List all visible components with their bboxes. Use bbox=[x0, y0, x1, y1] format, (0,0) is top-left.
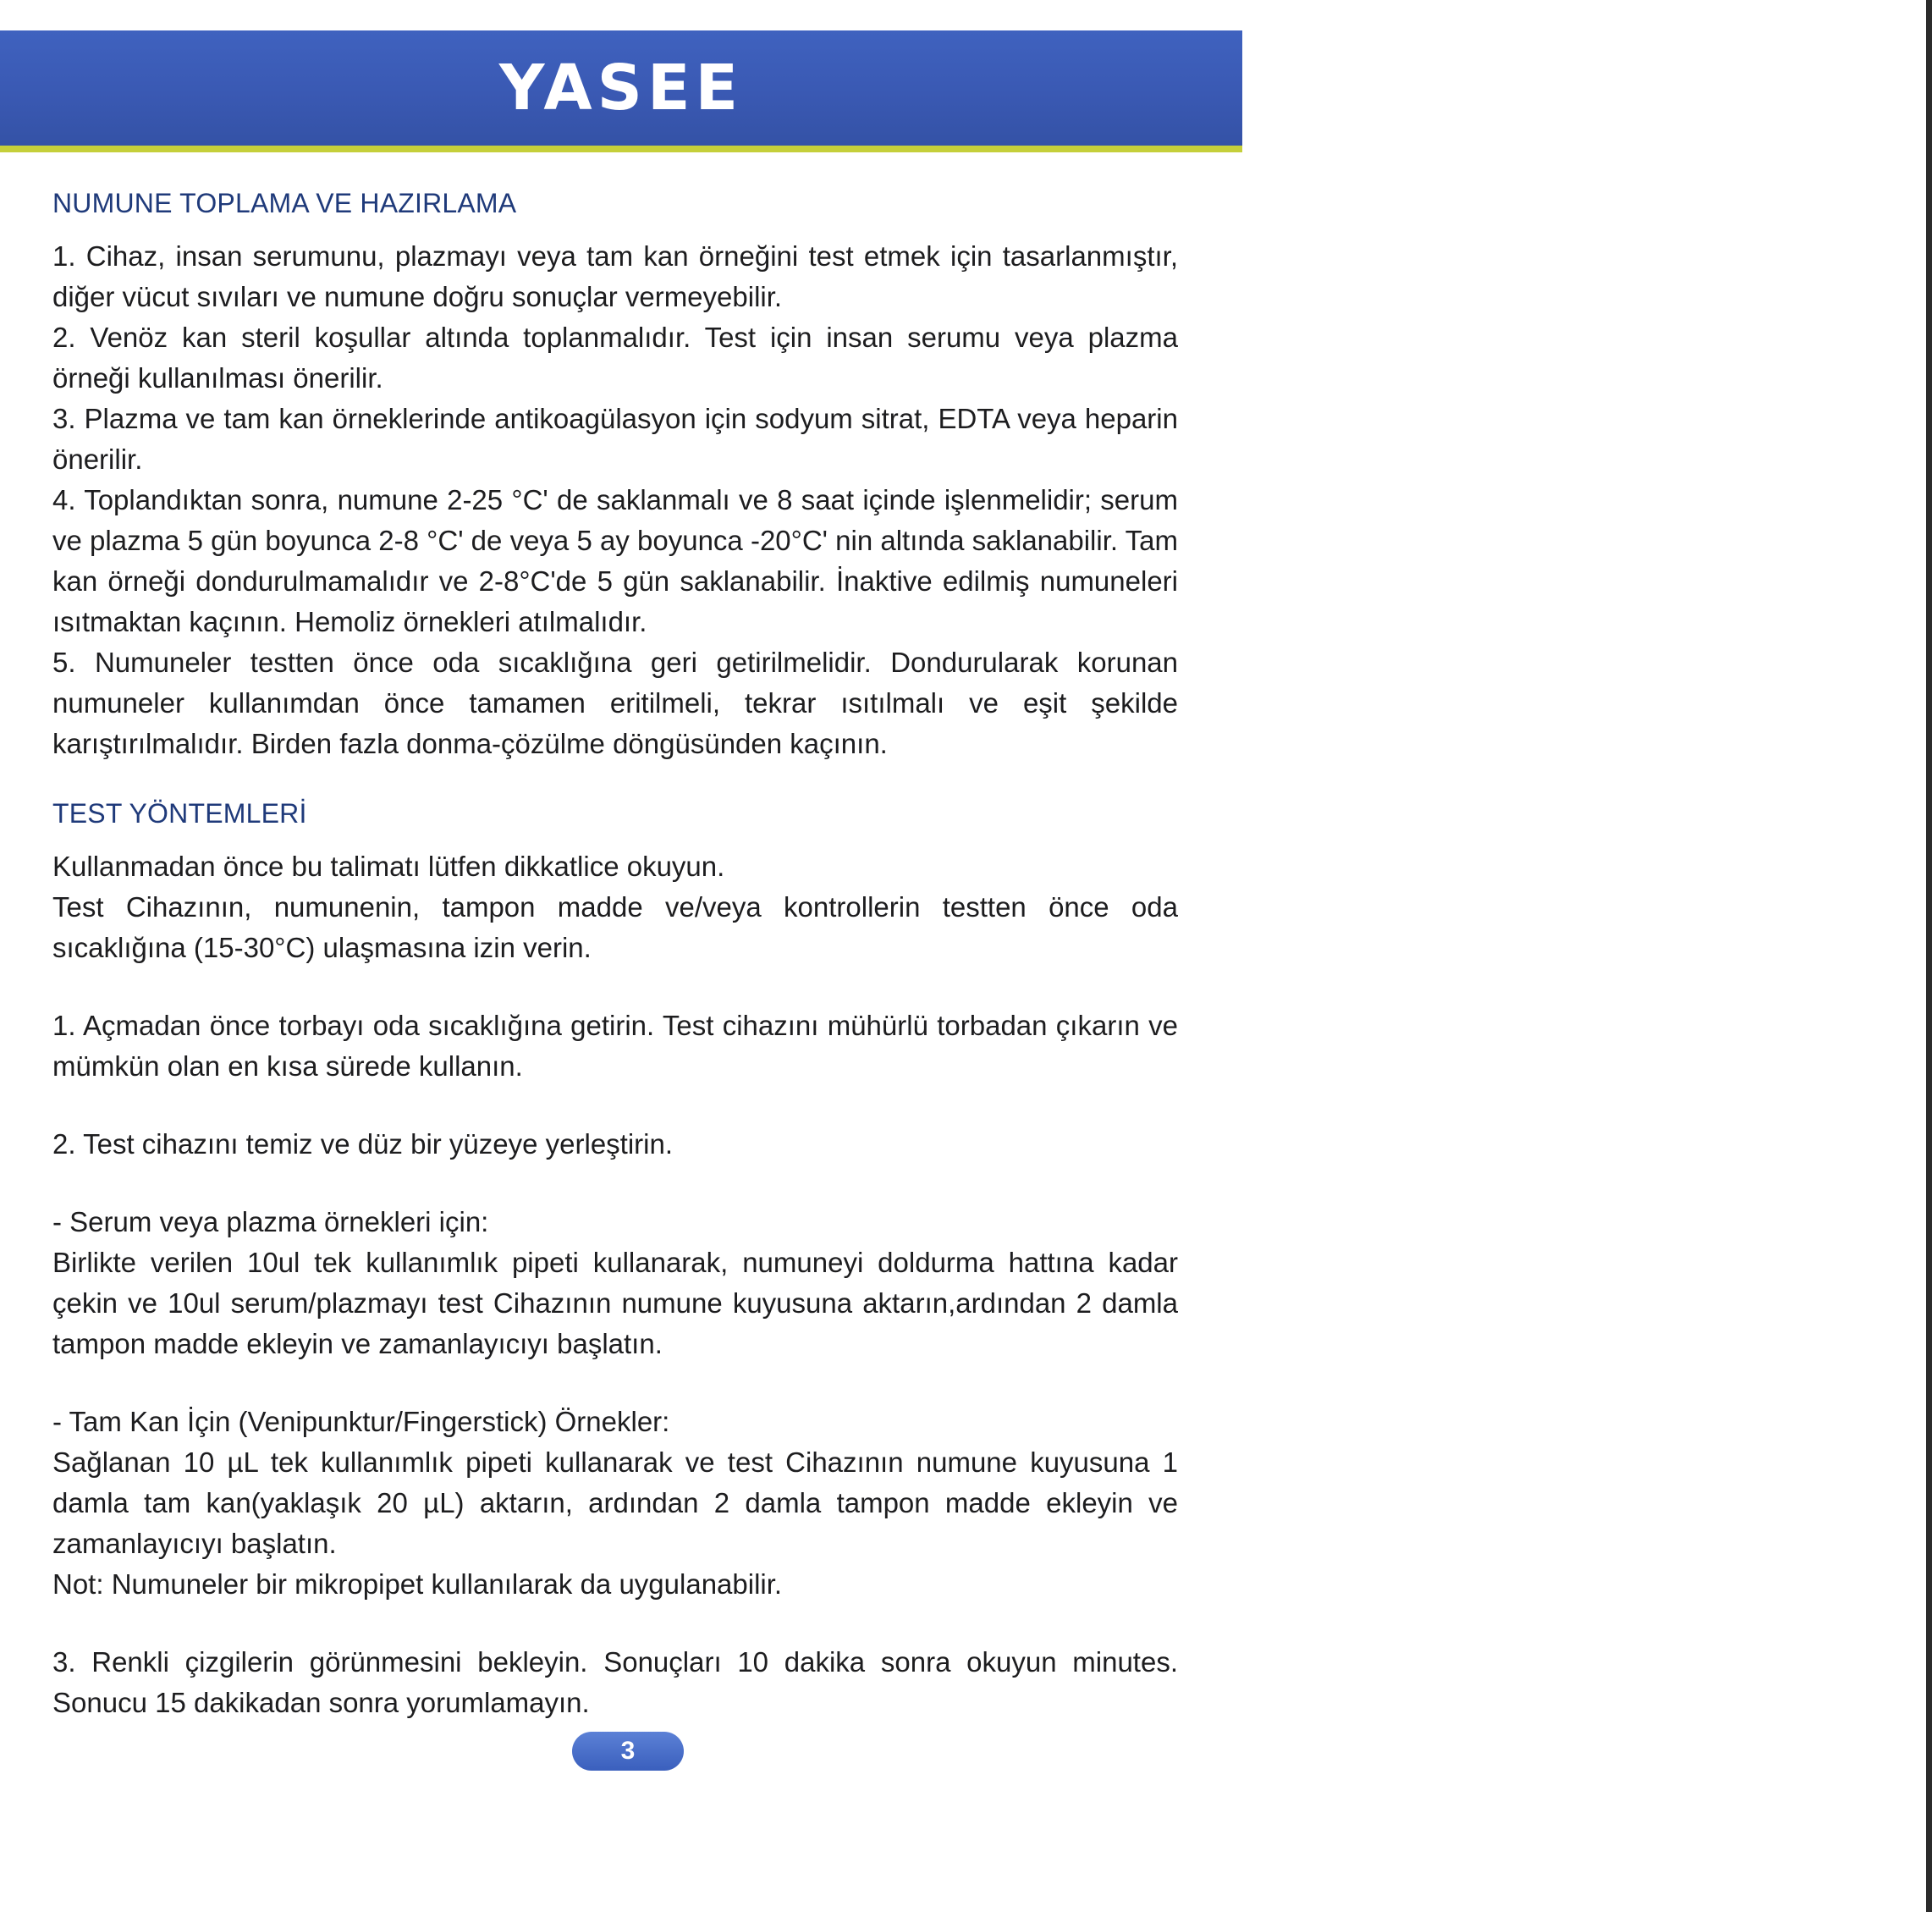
section-title-sample-collection: NUMUNE TOPLAMA VE HAZIRLAMA bbox=[52, 188, 517, 218]
test-step-3: 3. Renkli çizgilerin görünmesini bekleyin. Sonuçları 10 dakika sonra okuyun minutes. Sonucu 15 dakikadan sonra yorumlamayın. bbox=[52, 1646, 1178, 1718]
test-step-1: 1. Açmadan önce torbayı oda sıcaklığına getirin. Test cihazını mühürlü torbadan çıkarın ve mümkün olan en kısa sürede kullanın. bbox=[52, 1010, 1178, 1082]
collection-item-2: 2. Venöz kan steril koşullar altında toplanmalıdır. Test için insan serumu veya plazma örneği kullanılması önerilir. bbox=[52, 322, 1178, 394]
test-intro-1: Kullanmadan önce bu talimatı lütfen dikkatlice okuyun. bbox=[52, 851, 725, 882]
header-band bbox=[0, 30, 1242, 152]
document-body bbox=[52, 188, 1178, 1723]
test-intro-2: Test Cihazının, numunenin, tampon madde ve/veya kontrollerin testten önce oda sıcaklığına (15-30°C) ulaşmasına izin verin. bbox=[52, 891, 1178, 963]
serum-subtitle: - Serum veya plazma örnekleri için: bbox=[52, 1206, 489, 1237]
collection-item-4: 4. Toplandıktan sonra, numune 2-25 °C' de saklanmalı ve 8 saat içinde işlenmelidir; serum ve plazma 5 gün boyunca 2-8 °C' de veya 5 ay boyunca -20°C' nin altında saklanabilir. Tam kan örneği dondurulmamalıdır ve 2-8°C'de 5 gün saklanabilir. İnaktive edilmiş numuneleri ısıtmaktan kaçının. Hemoliz örnekleri atılmalıdır. bbox=[52, 484, 1178, 637]
spacer bbox=[52, 1605, 1178, 1642]
collection-item-3: 3. Plazma ve tam kan örneklerinde antikoagülasyon için sodyum sitrat, EDTA veya heparin önerilir. bbox=[52, 403, 1178, 475]
whole-blood-instructions: Sağlanan 10 µL tek kullanımlık pipeti kullanarak ve test Cihazının numune kuyusuna 1 damla tam kan(yaklaşık 20 µL) aktarın, ardından 2 damla tampon madde ekleyin ve zamanlayıcıyı başlatın. bbox=[52, 1446, 1178, 1559]
section-title-test-methods: TEST YÖNTEMLERİ bbox=[52, 798, 307, 829]
page-edge-shadow bbox=[1926, 0, 1932, 1912]
test-step-2: 2. Test cihazını temiz ve düz bir yüzeye yerleştirin. bbox=[52, 1128, 674, 1160]
spacer bbox=[52, 1364, 1178, 1402]
page-number-badge bbox=[572, 1732, 684, 1771]
spacer bbox=[52, 1165, 1178, 1202]
page-number: 3 bbox=[620, 1737, 636, 1765]
collection-item-5: 5. Numuneler testten önce oda sıcaklığına geri getirilmelidir. Dondurularak korunan numuneler kullanımdan önce tamamen eritilmeli, tekrar ısıtılmalı ve eşit şekilde karıştırılmalıdır. Birden fazla donma-çözülme döngüsünden kaçının. bbox=[52, 647, 1178, 759]
brand-logo bbox=[0, 30, 1242, 146]
brand-name: YASEE bbox=[498, 52, 744, 124]
serum-instructions: Birlikte verilen 10ul tek kullanımlık pipeti kullanarak, numuneyi doldurma hattına kadar çekin ve 10ul serum/plazmayı test Cihazının numune kuyusuna aktarın,ardından 2 damla tampon madde ekleyin ve zamanlayıcıyı başlatın. bbox=[52, 1247, 1178, 1359]
spacer bbox=[52, 968, 1178, 1006]
spacer bbox=[52, 1087, 1178, 1124]
micropipette-note: Not: Numuneler bir mikropipet kullanılarak da uygulanabilir. bbox=[52, 1568, 783, 1600]
collection-item-1: 1. Cihaz, insan serumunu, plazmayı veya tam kan örneğini test etmek için tasarlanmıştır, diğer vücut sıvıları ve numune doğru sonuçlar vermeyebilir. bbox=[52, 240, 1178, 312]
whole-blood-subtitle: - Tam Kan İçin (Venipunktur/Fingerstick) Örnekler: bbox=[52, 1406, 670, 1437]
